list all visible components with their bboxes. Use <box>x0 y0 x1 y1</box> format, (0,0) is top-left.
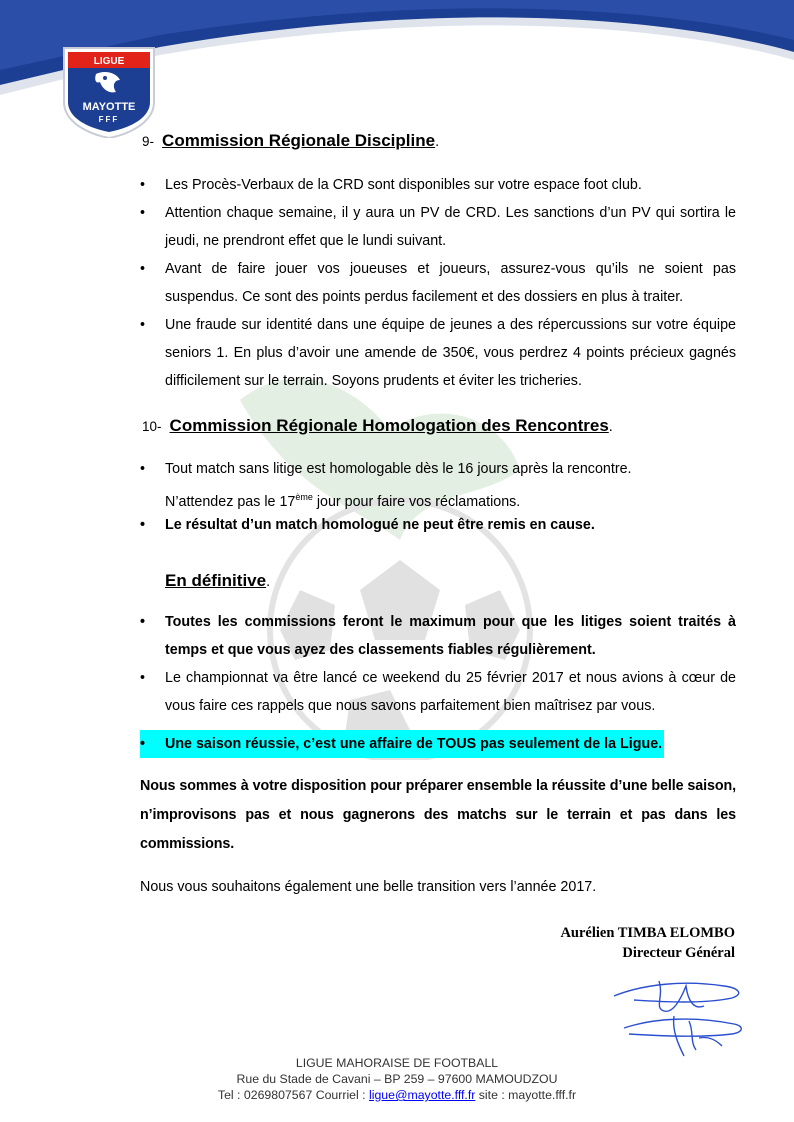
bullet-icon: • <box>140 517 146 533</box>
email-link[interactable]: ligue@mayotte.fff.fr <box>369 1088 476 1102</box>
closing-paragraph: Nous sommes à votre disposition pour préparer ensemble la réussite d’une belle saison, n’improvisons pas et nous gagnerons des matchs sur le terrain et pas dans les commissions. <box>140 778 736 852</box>
footer <box>0 1055 794 1103</box>
bullet-icon: • <box>140 317 146 333</box>
list-item: • Les Procès-Verbaux de la CRD sont disponibles sur votre espace foot club. <box>140 171 736 199</box>
ligue-mayotte-logo <box>60 42 158 138</box>
list-item: • Tout match sans litige est homologable dès le 16 jours après la rencontre. N’attendez pas le 17ème jour pour faire vos réclamations. <box>140 455 736 516</box>
section-heading-homologation: 10- Commission Régionale Homologation des Rencontres. <box>142 416 613 435</box>
list-item: • Toutes les commissions feront le maximum pour que les litiges soient traités à temps et que vous ayez des classements fiables régulièrement. <box>140 608 736 664</box>
bullet-icon: • <box>140 177 146 193</box>
closing-wish: Nous vous souhaitons également une belle transition vers l’année 2017. <box>140 879 597 895</box>
svg-text:FFF: FFF <box>98 115 120 124</box>
handwritten-signature <box>604 966 754 1066</box>
footer-address: Rue du Stade de Cavani – BP 259 – 97600 MAMOUDZOU <box>236 1072 558 1086</box>
site-link[interactable]: mayotte.fff.fr <box>508 1088 577 1102</box>
bullet-icon: • <box>140 670 146 686</box>
section-number: 9- <box>142 134 155 149</box>
section-number: 10- <box>142 419 162 434</box>
list-item: • Une fraude sur identité dans une équipe de jeunes a des répercussions sur votre équipe seniors 1. En plus d’avoir une amende de 350€, vous perdrez 4 points précieux gagnés difficilement sur le terrain. Soyons prudents et éviter les tricheries. <box>140 311 736 395</box>
list-item: • Attention chaque semaine, il y aura un PV de CRD. Les sanctions d’un PV qui sortira le jeudi, ne prendront effet que le lundi suivant. <box>140 199 736 255</box>
bullet-icon: • <box>140 205 146 221</box>
footer-contact: Tel : 0269807567 Courriel : ligue@mayotte.fff.fr site : mayotte.fff.fr <box>217 1088 577 1102</box>
bullet-icon: • <box>140 261 146 277</box>
svg-text:MAYOTTE: MAYOTTE <box>82 101 136 113</box>
bullet-icon: • <box>140 614 146 630</box>
list-item: • Le résultat d’un match homologué ne peut être remis en cause. <box>140 511 736 539</box>
list-item: • Le championnat va être lancé ce weekend du 25 février 2017 et nous avions à cœur de vous faire ces rappels que nous savons parfaitement bien maîtrisez par vous. <box>140 664 736 720</box>
signatory-name: Aurélien TIMBA ELOMBO <box>560 925 735 941</box>
section-heading-conclusion: En définitive. <box>165 571 271 590</box>
list-item: • Avant de faire jouer vos joueuses et joueurs, assurez-vous qu’ils ne soient pas suspendus. Ce sont des points perdus facilement et des dossiers en plus à traiter. <box>140 255 736 311</box>
bullet-icon: • <box>140 461 146 477</box>
svg-text:LIGUE: LIGUE <box>93 56 125 67</box>
footer-org: LIGUE MAHORAISE DE FOOTBALL <box>295 1056 499 1070</box>
section-heading-discipline: 9- Commission Régionale Discipline. <box>142 131 440 150</box>
section-title: En définitive <box>165 571 267 590</box>
section-title: Commission Régionale Discipline <box>162 131 436 150</box>
highlighted-list-item: • Une saison réussie, c’est une affaire de TOUS pas seulement de la Ligue. <box>140 730 664 758</box>
section-title: Commission Régionale Homologation des Rencontres <box>169 416 609 435</box>
bullet-icon: • <box>140 736 146 752</box>
signatory-role: Directeur Général <box>622 945 735 961</box>
